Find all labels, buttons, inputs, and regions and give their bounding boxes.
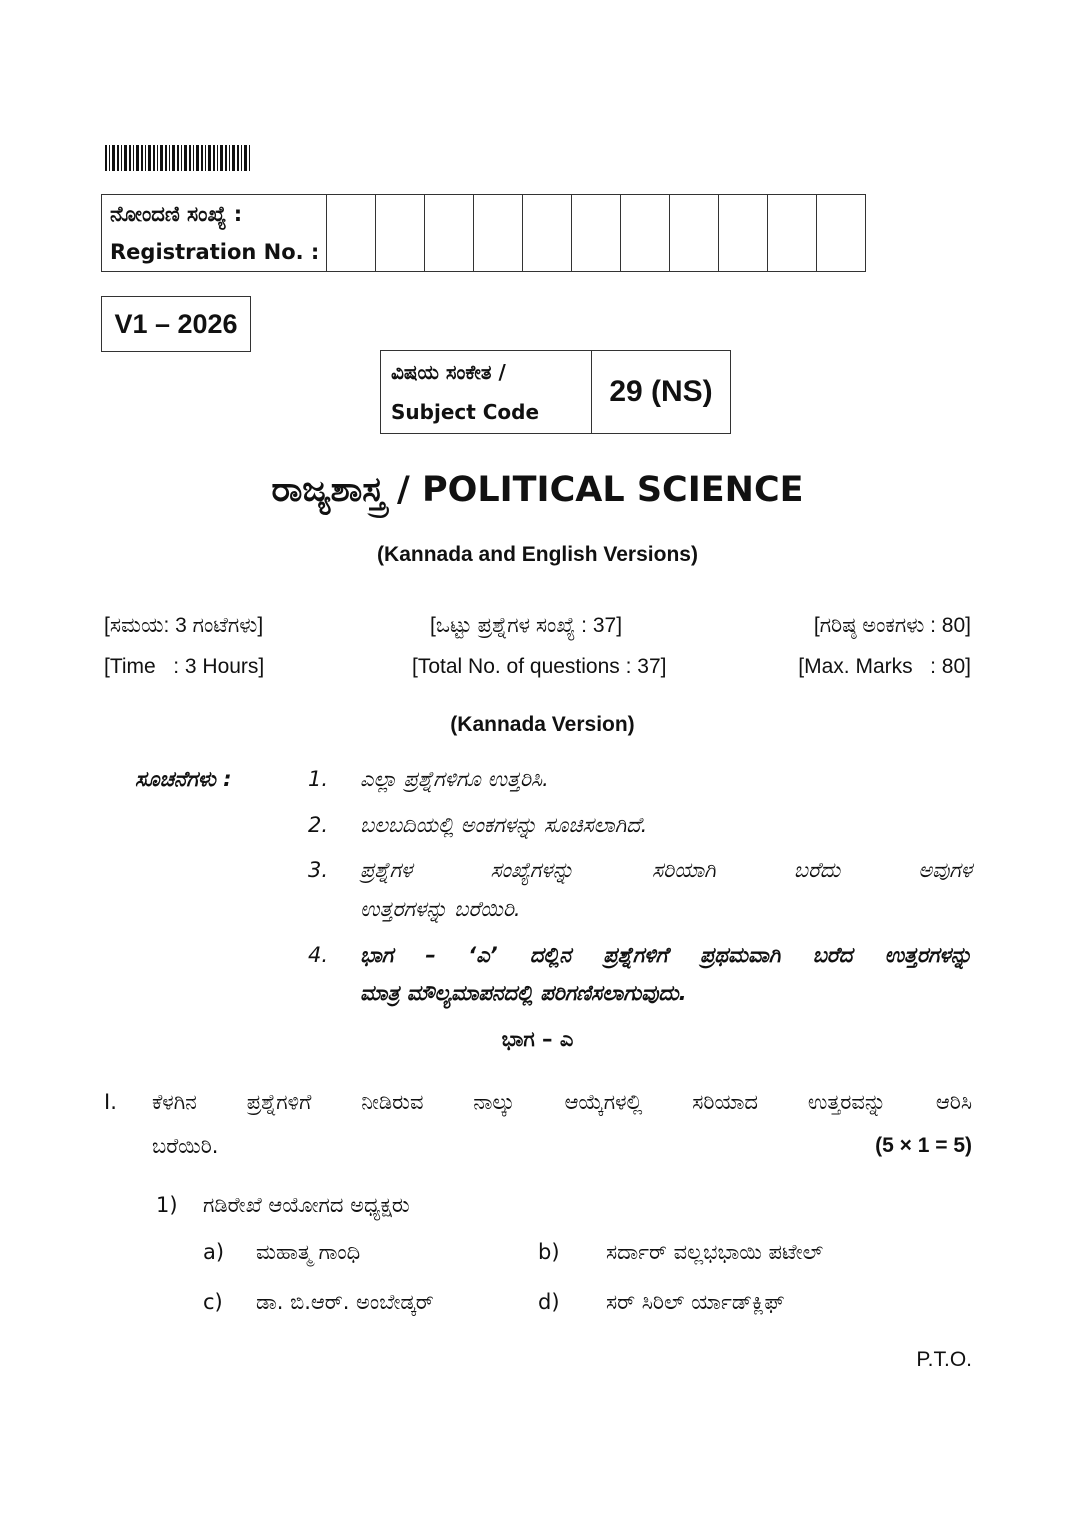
registration-box[interactable] xyxy=(572,195,621,272)
registration-label xyxy=(102,195,327,272)
subject-code-table xyxy=(380,350,731,434)
option-label: d) xyxy=(538,1290,560,1314)
subject-label-kannada: ವಿಷಯ ಸಂಕೇತ / xyxy=(391,360,506,384)
section-instruction-continued: ಬರೆಯಿರಿ. xyxy=(152,1134,219,1158)
option-text: ಸರ್ದಾರ್ ವಲ್ಲಭಭಾಯಿ ಪಟೇಲ್ xyxy=(606,1240,824,1264)
registration-label-kannada: ನೋಂದಣಿ ಸಂಖ್ಯೆ : xyxy=(110,202,243,226)
registration-box[interactable] xyxy=(425,195,474,272)
subject-code-label xyxy=(381,351,592,434)
registration-box[interactable] xyxy=(474,195,523,272)
registration-box[interactable] xyxy=(523,195,572,272)
option-label: b) xyxy=(538,1240,560,1264)
section-marks: (5 × 1 = 5) xyxy=(875,1134,972,1157)
instruction-text: ಪ್ರಶ್ನೆಗಳ ಸಂಖ್ಯೆಗಳನ್ನು ಸರಿಯಾಗಿ ಬರೆದು ಅವುಗಳ xyxy=(360,858,972,882)
registration-box[interactable] xyxy=(719,195,768,272)
registration-box[interactable] xyxy=(376,195,425,272)
barcode xyxy=(105,145,250,171)
questions-kannada: [ಒಟ್ಟು ಪ್ರಶ್ನೆಗಳ ಸಂಖ್ಯೆ : 37] xyxy=(430,614,623,637)
subject-label-english: Subject Code xyxy=(391,400,540,424)
registration-table xyxy=(101,194,866,272)
version-code-box: V1 – 2026 xyxy=(101,296,251,352)
instruction-text: ಬಲಬದಿಯಲ್ಲಿ ಅಂಕಗಳನ್ನು ಸೂಚಿಸಲಾಗಿದೆ. xyxy=(360,813,648,837)
instruction-number: 3. xyxy=(308,858,329,882)
page-footer-pto: P.T.O. xyxy=(916,1348,972,1371)
page-title: ರಾಜ್ಯಶಾಸ್ತ್ರ / POLITICAL SCIENCE xyxy=(271,470,804,510)
registration-box[interactable] xyxy=(327,195,376,272)
question-text: ಗಡಿರೇಖೆ ಆಯೋಗದ ಅಧ್ಯಕ್ಷರು xyxy=(203,1193,410,1217)
registration-box[interactable] xyxy=(670,195,719,272)
time-english: [Time : 3 Hours] xyxy=(104,655,265,678)
subject-code-value: 29 (NS) xyxy=(592,351,731,434)
question-number: 1) xyxy=(156,1193,178,1217)
instruction-number: 2. xyxy=(308,813,329,837)
option-text: ಡಾ. ಬಿ.ಆರ್. ಅಂಬೇಡ್ಕರ್ xyxy=(256,1290,434,1314)
instructions-heading: ಸೂಚನೆಗಳು : xyxy=(135,767,232,791)
instruction-text-continued: ಮಾತ್ರ ಮೌಲ್ಯಮಾಪನದಲ್ಲಿ ಪರಿಗಣಿಸಲಾಗುವುದು. xyxy=(360,981,687,1005)
option-text: ಮಹಾತ್ಮ ಗಾಂಧಿ xyxy=(256,1240,361,1264)
registration-box[interactable] xyxy=(621,195,670,272)
marks-english: [Max. Marks : 80] xyxy=(798,655,971,678)
section-number: I. xyxy=(104,1090,117,1114)
time-kannada: [ಸಮಯ: 3 ಗಂಟೆಗಳು] xyxy=(104,614,264,637)
instruction-text: ಎಲ್ಲಾ ಪ್ರಶ್ನೆಗಳಿಗೂ ಉತ್ತರಿಸಿ. xyxy=(360,767,549,791)
page-subtitle: (Kannada and English Versions) xyxy=(377,543,698,566)
option-label: a) xyxy=(203,1240,225,1264)
instruction-text: ಭಾಗ – ‘ಎ’ ದಲ್ಲಿನ ಪ್ರಶ್ನೆಗಳಿಗೆ ಪ್ರಥಮವಾಗಿ ಬರೆದ ಉತ್ತರಗಳನ್ನು xyxy=(360,943,972,967)
part-heading: ಭಾಗ – ಎ xyxy=(501,1027,574,1051)
version-heading: (Kannada Version) xyxy=(450,713,635,736)
instruction-number: 1. xyxy=(308,767,329,791)
instruction-text-continued: ಉತ್ತರಗಳನ್ನು ಬರೆಯಿರಿ. xyxy=(360,897,521,921)
registration-box[interactable] xyxy=(768,195,817,272)
questions-english: [Total No. of questions : 37] xyxy=(412,655,667,678)
option-text: ಸರ್ ಸಿರಿಲ್ ರ್ಯಾಡ್‌ಕ್ಲಿಫ್ xyxy=(606,1290,785,1314)
registration-label-english: Registration No. : xyxy=(110,240,320,264)
option-label: c) xyxy=(203,1290,223,1314)
registration-box[interactable] xyxy=(817,195,866,272)
marks-kannada: [ಗರಿಷ್ಠ ಅಂಕಗಳು : 80] xyxy=(813,614,971,637)
section-instruction: ಕೆಳಗಿನ ಪ್ರಶ್ನೆಗಳಿಗೆ ನೀಡಿರುವ ನಾಲ್ಕು ಆಯ್ಕೆಗಳಲ್ಲಿ ಸರಿಯಾದ ಉತ್ತರವನ್ನು ಆರಿಸಿ xyxy=(152,1090,972,1114)
instruction-number: 4. xyxy=(308,943,329,967)
